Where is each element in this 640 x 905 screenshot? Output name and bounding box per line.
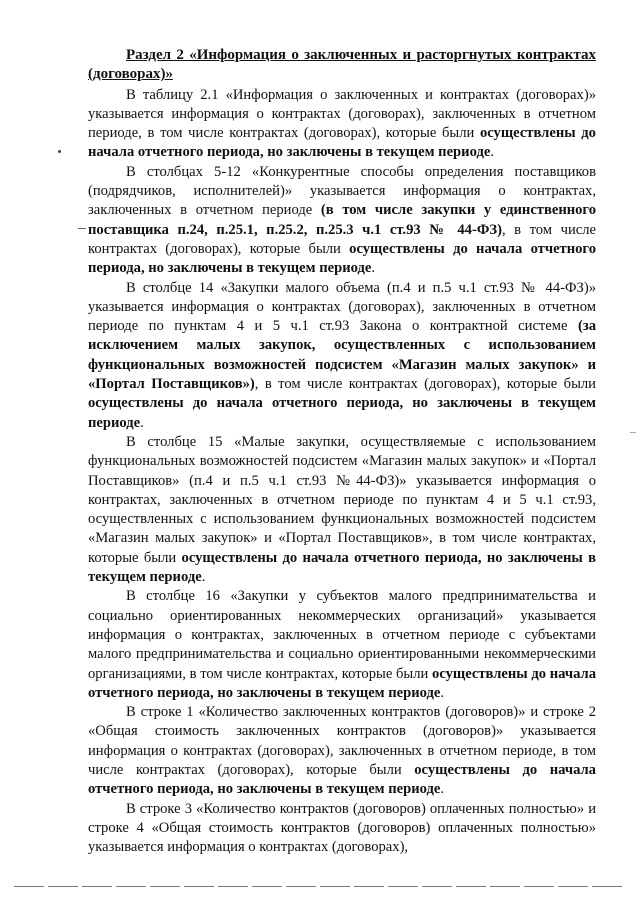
paragraph-table-2-1: В таблицу 2.1 «Информация о заключенных и контрактах (договорах)» указывается информация о контрактах (договорах), заключенных в отчетном периоде, в том числе контрактах (договорах), которые были осуществлены до начала отчетного периода, но заключены в текущем периоде. [88, 86, 596, 161]
paragraph-column-14: В столбце 14 «Закупки малого объема (п.4 и п.5 ч.1 ст.93 № 44-ФЗ)» указывается информация о контрактах (договорах), заключенных в отчетном периоде по пунктам 4 и 5 ч.1 ст.93 Закона о контрактной системе (за исключением малых закупок, осуществленных с использованием функциональных возможностей подсистем «Магазин малых закупок» и «Портал Поставщиков»), в том числе контрактах (договорах), которые были осуществлены до начала отчетного периода, но заключены в текущем периоде. [88, 279, 596, 431]
margin-mark [78, 228, 86, 229]
paragraph-column-16: В столбце 16 «Закупки у субъектов малого предпринимательства и социально ориентированных некоммерческих организаций» указывается информация о контрактах, заключенных в отчетном периоде с субъектами малого предпринимательства и социально ориентированными некоммерческими организациями, в том числе контрактах, которые были осуществлены до начала отчетного периода, но заключены в текущем периоде. [88, 588, 596, 701]
paragraph-column-15: В столбце 15 «Малые закупки, осуществляемые с использованием функциональных возможностей подсистем «Магазин малых закупок» и «Портал Поставщиков» (п.4 и п.5 ч.1 ст.93 №44-ФЗ)» указывается информация о контрактах, заключенных в отчетном периоде по пунктам 4 и 5 ч.1 ст.93, осуществленных с использованием функциональных возможностей подсистем «Магазин малых закупок» и «Портал Поставщиков», в том числе контрактах, которые были осуществлены до начала отчетного периода, но заключены в текущем периоде. [88, 433, 596, 586]
paragraph-rows-3-4: В строке 3 «Количество контрактов (договоров) оплаченных полностью» и строке 4 «Общая стоимость контрактов (договоров) оплаченных полностью» указывается информация о контрактах (договорах), [88, 800, 596, 856]
document-body [88, 46, 596, 857]
paragraph-columns-5-12: В столбцах 5-12 «Конкурентные способы определения поставщиков (подрядчиков, исполнителей)» указывается информация о контрактах, заключенных в отчетном периоде (в том числе закупки у единственного поставщика п.24, п.25.1, п.25.2, п.25.3 ч.1 ст.93 № 44-ФЗ), в том числе контрактах (договорах), которые были осуществлены до начала отчетного периода, но заключены в текущем периоде. [88, 163, 596, 277]
paragraph-rows-1-2: В строке 1 «Количество заключенных контрактов (договоров)» и строке 2 «Общая стоимость заключенных контрактов (договоров)» указывается информация о контрактах (договорах), заключенных в отчетном периоде, в том числе контрактах (договорах), которые были осуществлены до начала отчетного периода, но заключены в текущем периоде. [88, 704, 596, 798]
edge-mark [630, 432, 636, 433]
footer-dashed-line [14, 886, 626, 887]
scan-speck [58, 150, 61, 153]
section-heading: Раздел 2 «Информация о заключенных и расторгнутых контрактах (договорах)» [88, 47, 596, 83]
